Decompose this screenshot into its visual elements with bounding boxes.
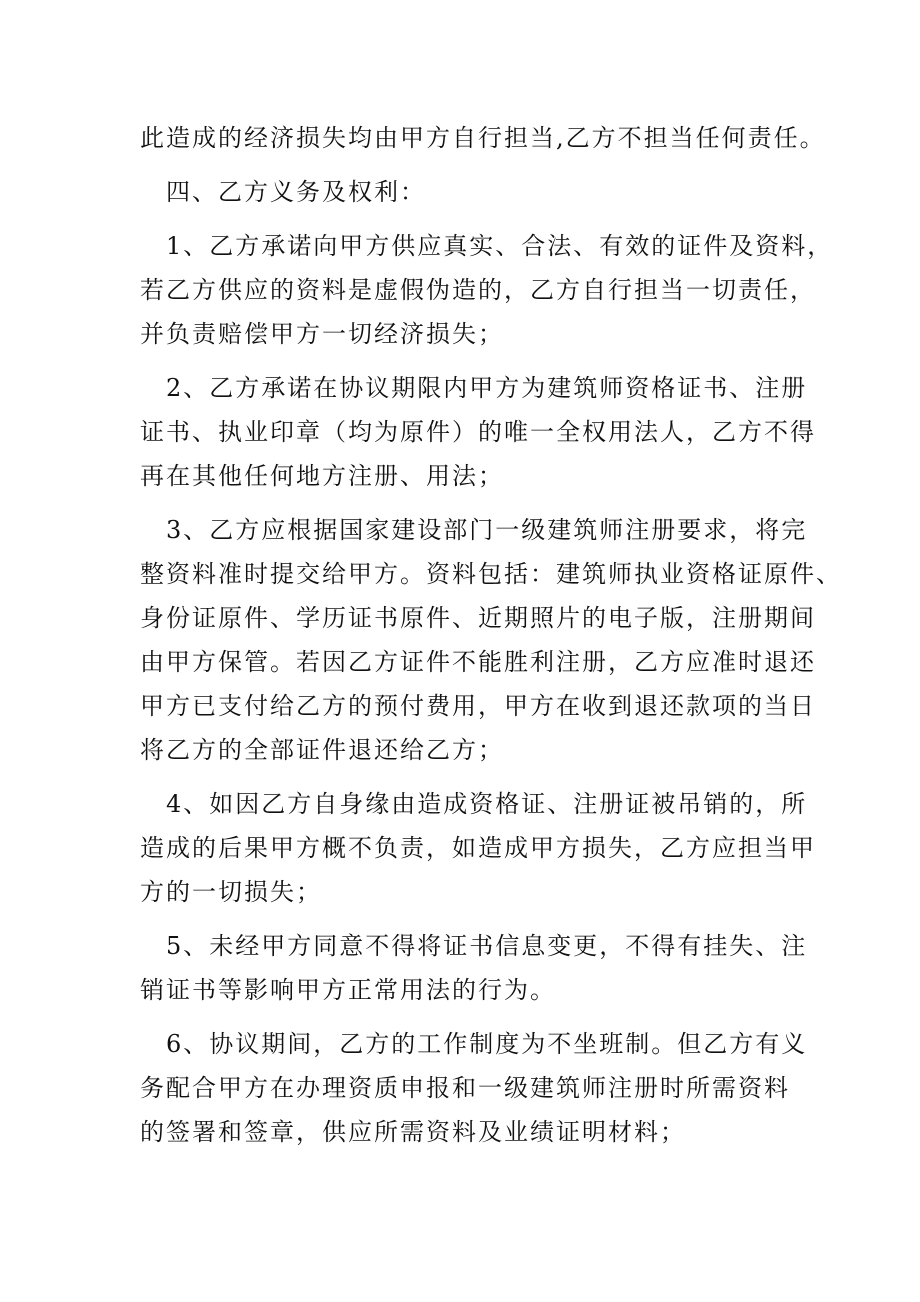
text-line: 造成的后果甲方概不负责，如造成甲方损失，乙方应担当甲: [140, 834, 816, 862]
text-line: 身份证原件、学历证书原件、近期照片的电子版，注册期间: [140, 604, 816, 632]
text-line: 将乙方的全部证件退还给乙方；: [140, 736, 504, 764]
text-line: 6、协议期间，乙方的工作制度为不坐班制。但乙方有义: [166, 1030, 808, 1058]
text-line: 证书、执业印章（均为原件）的唯一全权用法人，乙方不得: [140, 418, 816, 446]
paragraph-gap: [140, 772, 820, 782]
paragraph-gap: [140, 498, 820, 508]
text-line: 务配合甲方在办理资质申报和一级建筑师注册时所需资料: [140, 1074, 790, 1102]
text-line: 销证书等影响甲方正常用法的行为。: [140, 976, 556, 1004]
text-line: 甲方已支付给乙方的预付费用，甲方在收到退还款项的当日: [140, 692, 816, 720]
contract-text: [140, 116, 842, 1154]
text-line: 方的一切损失；: [140, 878, 322, 906]
text-line: 并负责赔偿甲方一切经济损失；: [140, 320, 504, 348]
text-line: 整资料准时提交给甲方。资料包括：建筑师执业资格证原件、: [140, 560, 842, 588]
paragraph-gap: [140, 214, 820, 224]
text-line: 4、如因乙方自身缘由造成资格证、注册证被吊销的，所: [166, 790, 808, 818]
text-line: 若乙方供应的资料是虚假伪造的，乙方自行担当一切责任，: [140, 276, 816, 304]
section-heading: 四、乙方义务及权利：: [166, 178, 426, 206]
text-line: 的签署和签章，供应所需资料及业绩证明材料；: [140, 1118, 686, 1146]
paragraph-gap: [140, 914, 820, 924]
paragraph-gap: [140, 1012, 820, 1022]
text-line: 2、乙方承诺在协议期限内甲方为建筑师资格证书、注册: [166, 374, 808, 402]
text-line: 5、未经甲方同意不得将证书信息变更，不得有挂失、注: [166, 932, 808, 960]
paragraph-gap: [140, 356, 820, 366]
text-line: 此造成的经济损失均由甲方自行担当,乙方不担当任何责任。: [140, 124, 826, 152]
text-line: 3、乙方应根据国家建设部门一级建筑师注册要求，将完: [166, 516, 808, 544]
text-line: 再在其他任何地方注册、用法；: [140, 462, 504, 490]
text-line: 由甲方保管。若因乙方证件不能胜利注册，乙方应准时退还: [140, 648, 816, 676]
paragraph-gap: [140, 160, 820, 170]
text-line: 1、乙方承诺向甲方供应真实、合法、有效的证件及资料，: [166, 232, 834, 260]
